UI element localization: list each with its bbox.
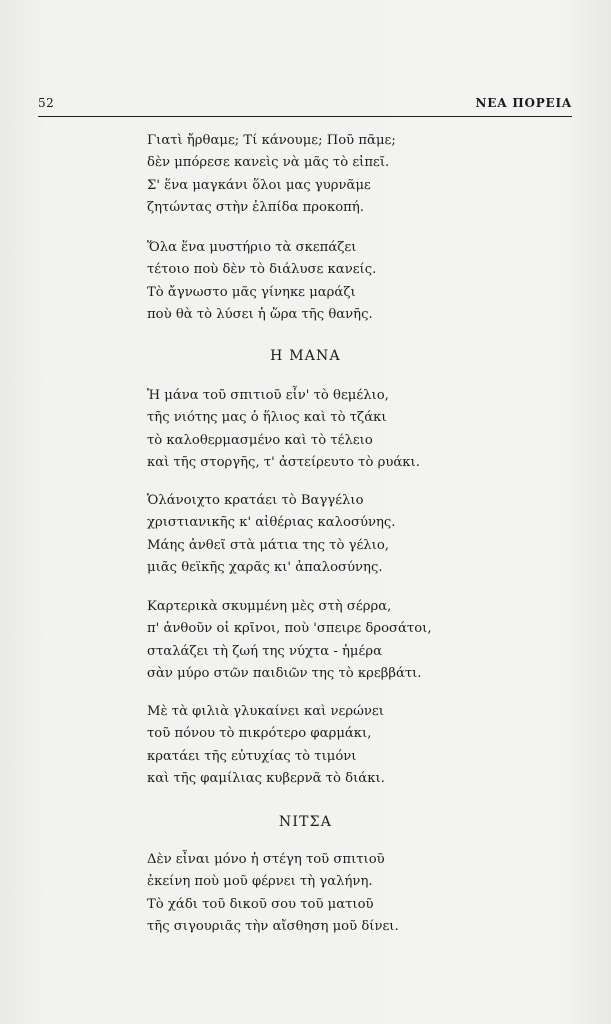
verse-line: τὸ καλοθερμασμένο καὶ τὸ τέλειο (147, 432, 373, 448)
poem2-stanza-4 (147, 701, 567, 790)
verse-line: Μάης ἀνθεῖ στὰ μάτια της τὸ γέλιο, (147, 537, 389, 553)
verse-line: ζητώντας στὴν ἐλπίδα προκοπή. (147, 199, 364, 215)
verse-line: Τὸ χάδι τοῦ δικοῦ σου τοῦ ματιοῦ (147, 896, 374, 912)
running-head: ΝΕΑ ΠΟΡΕΙΑ (475, 96, 572, 110)
verse-line: ποὺ θὰ τὸ λύσει ἡ ὥρα τῆς θανῆς. (147, 306, 373, 322)
verse-line: Ἡ μάνα τοῦ σπιτιοῦ εἶν' τὸ θεμέλιο, (147, 388, 389, 403)
verse-line: σὰν μύρο στῶν παιδιῶν της τὸ κρεββάτι. (147, 665, 422, 681)
verse-line: κρατάει τῆς εὐτυχίας τὸ τιμόνι (147, 748, 357, 764)
verse-line: τέτοιο ποὺ δὲν τὸ διάλυσε κανείς. (147, 262, 377, 278)
verse-line: Τὸ ἄγνωστο μᾶς γίνηκε μαράζι (147, 284, 356, 300)
verse-line: καὶ τῆς φαμίλιας κυβερνᾶ τὸ διάκι. (147, 770, 385, 786)
verse-line: Γιατὶ ἤρθαμε; Τί κάνουμε; Ποῦ πᾶμε; (147, 133, 396, 148)
poem2-stanza-1 (147, 385, 567, 474)
verse-line: Ὅλα ἕνα μυστήριο τὰ σκεπάζει (147, 240, 357, 255)
poem2-stanza-3 (147, 596, 567, 685)
verse-line: ἐκείνη ποὺ μοῦ φέρνει τὴ γαλήνη. (147, 874, 373, 890)
verse-line: Μὲ τὰ φιλιὰ γλυκαίνει καὶ νερώνει (147, 704, 384, 719)
verse-line: τῆς σιγουριᾶς τὴν αἴσθηση μοῦ δίνει. (147, 918, 399, 934)
poem2-stanza-2 (147, 490, 567, 579)
verse-line: τῆς νιότης μας ὁ ἥλιος καὶ τὸ τζάκι (147, 410, 387, 426)
verse-line: Σ' ἕνα μαγκάνι ὅλοι μας γυρνᾶμε (147, 177, 371, 193)
poem1-stanza-2 (147, 237, 567, 326)
verse-line: χριστιανικῆς κ' αἰθέριας καλοσύνης. (147, 515, 396, 531)
verse-line: τοῦ πόνου τὸ πικρότερο φαρμάκι, (147, 726, 372, 742)
verse-line: Δὲν εἶναι μόνο ἡ στέγη τοῦ σπιτιοῦ (147, 852, 385, 867)
verse-line: δὲν μπόρεσε κανεὶς νὰ μᾶς τὸ εἰπεῖ. (147, 155, 390, 171)
poem3-stanza-1 (147, 849, 567, 938)
verse-line: μιᾶς θεϊκῆς χαρᾶς κι' ἀπαλοσύνης. (147, 559, 383, 575)
poem-title-mana: Η ΜΑΝΑ (270, 348, 341, 364)
verse-line: σταλάζει τὴ ζωή της νύχτα - ἡμέρα (147, 643, 382, 659)
verse-line: π' ἀνθοῦν οἱ κρῖνοι, ποὺ 'σπειρε δροσάτοι, (147, 621, 432, 637)
verse-line: καὶ τῆς στοργῆς, τ' ἀστείρευτο τὸ ρυάκι. (147, 454, 420, 470)
page-number: 52 (38, 96, 55, 110)
poem1-stanza-1 (147, 130, 567, 219)
verse-line: Ὁλάνοιχτο κρατάει τὸ Βαγγέλιο (147, 493, 364, 508)
verse-line: Καρτερικὰ σκυμμένη μὲς στὴ σέρρα, (147, 599, 392, 614)
poem-title-nitsa: ΝΙΤΣΑ (278, 814, 333, 830)
